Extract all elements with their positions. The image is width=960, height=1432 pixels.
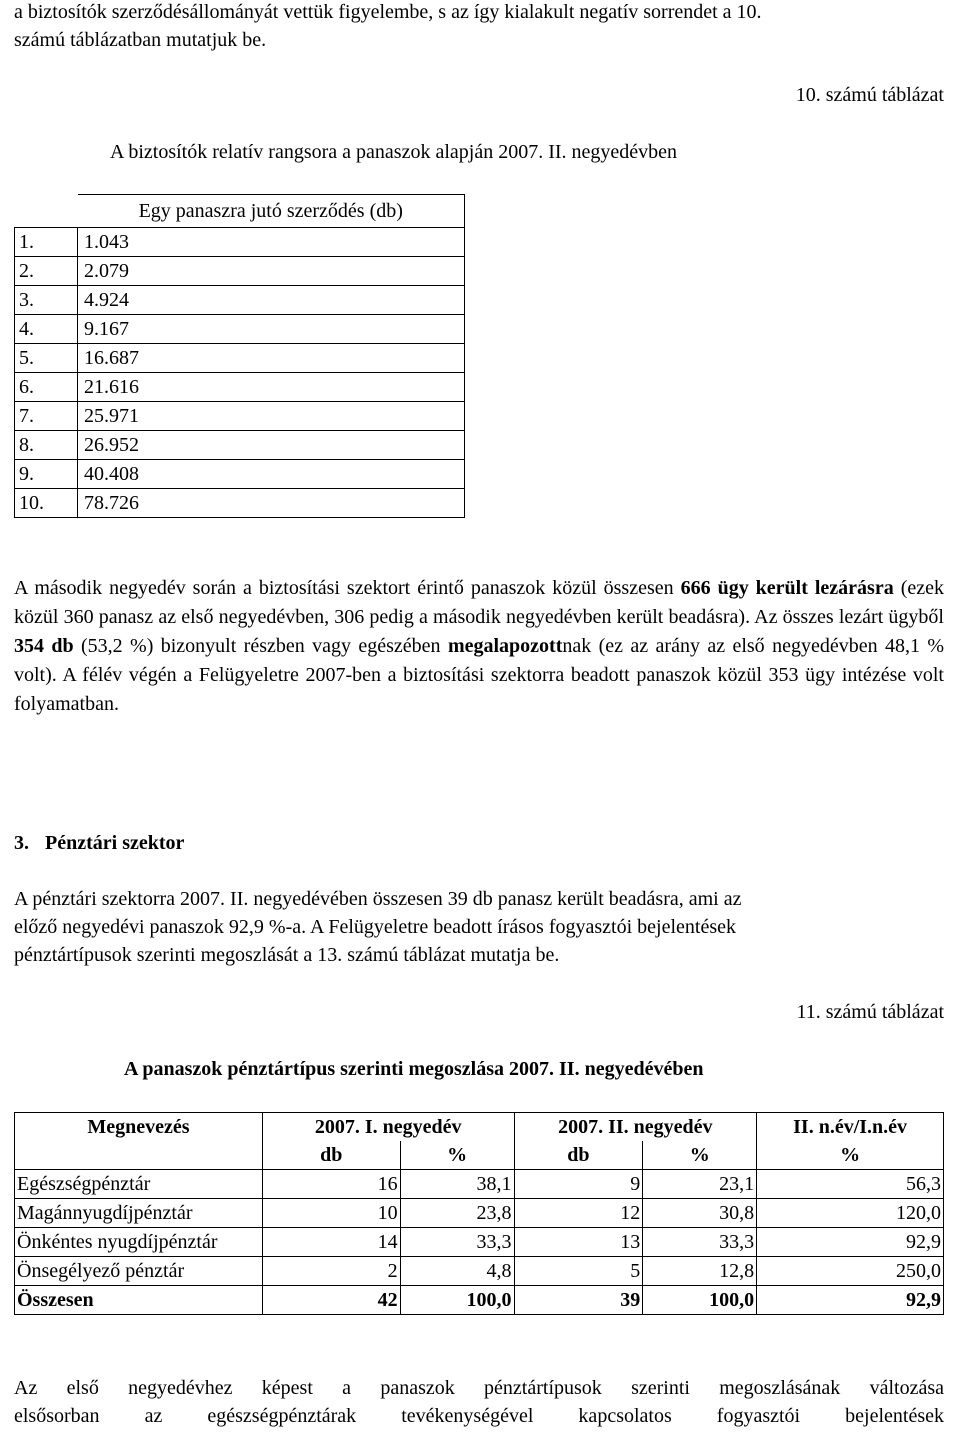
para3-line-1: Az első negyedévhez képest a panaszok pénztártípusok szerinti megoszlásának változása xyxy=(14,1377,944,1399)
section-title: Pénztári szektor xyxy=(45,832,185,854)
column-header-q1-db: db xyxy=(262,1141,400,1170)
total-name: Összesen xyxy=(15,1286,263,1315)
total-q2-db: 39 xyxy=(514,1286,643,1315)
value-cell: 78.726 xyxy=(78,489,465,518)
para1-text-2: (ezek közül 360 panasz az első negyedévben, 306 pedig a második negyedévben került beadásra). Az összes lezárt ügyből xyxy=(14,577,944,628)
table10-header-row xyxy=(15,195,465,228)
para2-line-3: pénztártípusok szerinti megoszlását a 13. számú táblázat mutatja be. xyxy=(14,944,560,966)
column-header-q2-pct: % xyxy=(643,1141,757,1170)
table10 xyxy=(14,194,465,518)
table-total-row xyxy=(15,1286,944,1315)
row-name: Önkéntes nyugdíjpénztár xyxy=(15,1228,263,1257)
cell-ratio: 92,9 xyxy=(757,1228,944,1257)
table-row xyxy=(15,286,465,315)
table10-title: A biztosítók relatív rangsora a panaszok alapján 2007. II. negyedévben xyxy=(110,141,678,163)
rank-cell: 5. xyxy=(15,344,78,373)
rank-cell: 2. xyxy=(15,257,78,286)
intro-line-2: számú táblázatban mutatjuk be. xyxy=(14,29,267,51)
section-number: 3. xyxy=(14,832,29,854)
table-row xyxy=(15,1257,944,1286)
cell-ratio: 56,3 xyxy=(757,1170,944,1199)
table-row xyxy=(15,1228,944,1257)
rank-cell: 7. xyxy=(15,402,78,431)
table-row xyxy=(15,431,465,460)
para1-bold-3: megalapozott xyxy=(447,635,563,657)
para1-bold-1: 666 ügy került lezárásra xyxy=(680,577,894,599)
table-row xyxy=(15,460,465,489)
total-q2-pct: 100,0 xyxy=(643,1286,757,1315)
row-name: Önsegélyező pénztár xyxy=(15,1257,263,1286)
table-row xyxy=(15,402,465,431)
cell-q1-pct: 33,3 xyxy=(400,1228,514,1257)
rank-cell: 1. xyxy=(15,228,78,257)
table10-column-header: Egy panaszra jutó szerződés (db) xyxy=(78,195,465,228)
cell-q2-db: 12 xyxy=(514,1199,643,1228)
column-header-name: Megnevezés xyxy=(15,1113,263,1170)
table-row xyxy=(15,373,465,402)
biztositasi-paragraph xyxy=(14,574,944,719)
cell-ratio: 250,0 xyxy=(757,1257,944,1286)
cell-q1-db: 2 xyxy=(262,1257,400,1286)
table10-label: 10. számú táblázat xyxy=(795,84,944,106)
cell-q2-db: 5 xyxy=(514,1257,643,1286)
column-header-q1: 2007. I. negyedév xyxy=(262,1113,514,1142)
cell-q2-pct: 33,3 xyxy=(643,1228,757,1257)
para3-line-2: elsősorban az egészségpénztárak tevékenységével kapcsolatos fogyasztói bejelentések xyxy=(14,1405,944,1427)
rank-cell: 9. xyxy=(15,460,78,489)
cell-q2-pct: 30,8 xyxy=(643,1199,757,1228)
value-cell: 26.952 xyxy=(78,431,465,460)
table11-label: 11. számú táblázat xyxy=(796,1001,944,1023)
table-row xyxy=(15,257,465,286)
para2-line-2: előző negyedévi panaszok 92,9 %-a. A Felügyeletre beadott írásos fogyasztói bejelentések xyxy=(14,916,736,938)
total-q1-db: 42 xyxy=(262,1286,400,1315)
para1-text-1: A második negyedév során a biztosítási szektort érintő panaszok közül összesen xyxy=(14,577,681,599)
value-cell: 1.043 xyxy=(78,228,465,257)
column-header-q1-pct: % xyxy=(400,1141,514,1170)
table-row xyxy=(15,1199,944,1228)
para1-bold-2: 354 db xyxy=(14,635,74,657)
cell-q2-db: 13 xyxy=(514,1228,643,1257)
value-cell: 25.971 xyxy=(78,402,465,431)
table11-title: A panaszok pénztártípus szerinti megoszlása 2007. II. negyedévében xyxy=(124,1058,704,1080)
para1-text-3: (53,2 %) bizonyult részben vagy egészében xyxy=(73,635,448,657)
value-cell: 9.167 xyxy=(78,315,465,344)
value-cell: 40.408 xyxy=(78,460,465,489)
cell-q1-pct: 4,8 xyxy=(400,1257,514,1286)
cell-q2-pct: 12,8 xyxy=(643,1257,757,1286)
value-cell: 21.616 xyxy=(78,373,465,402)
rank-cell: 3. xyxy=(15,286,78,315)
value-cell: 2.079 xyxy=(78,257,465,286)
rank-cell: 4. xyxy=(15,315,78,344)
table-row xyxy=(15,315,465,344)
para2-line-1: A pénztári szektorra 2007. II. negyedévében összesen 39 db panasz került beadásra, ami az xyxy=(14,888,742,910)
para1-text-4: nak (ez az arány az első negyedévben 48,1 % volt). A félév végén a Felügyeletre 2007-ben a biztosítási szektorra beadott panaszok közül 353 ügy intézése volt folyamatban. xyxy=(14,635,944,715)
cell-q1-pct: 23,8 xyxy=(400,1199,514,1228)
intro-line-1: a biztosítók szerződésállományát vettük figyelembe, s az így kialakult negatív sorrendet a 10. xyxy=(14,1,762,23)
cell-q1-db: 10 xyxy=(262,1199,400,1228)
table11-header-row-1 xyxy=(15,1113,944,1142)
table-row xyxy=(15,1170,944,1199)
table-row xyxy=(15,228,465,257)
rank-cell: 10. xyxy=(15,489,78,518)
total-ratio: 92,9 xyxy=(757,1286,944,1315)
table-row xyxy=(15,489,465,518)
value-cell: 4.924 xyxy=(78,286,465,315)
column-header-ratio: II. n.év/I.n.év xyxy=(757,1113,944,1142)
column-header-q2: 2007. II. negyedév xyxy=(514,1113,757,1142)
cell-ratio: 120,0 xyxy=(757,1199,944,1228)
column-header-q2-db: db xyxy=(514,1141,643,1170)
table11 xyxy=(14,1112,944,1315)
cell-q2-pct: 23,1 xyxy=(643,1170,757,1199)
cell-q1-db: 16 xyxy=(262,1170,400,1199)
table-row xyxy=(15,344,465,373)
cell-q2-db: 9 xyxy=(514,1170,643,1199)
column-header-ratio-pct: % xyxy=(757,1141,944,1170)
rank-cell: 8. xyxy=(15,431,78,460)
row-name: Magánnyugdíjpénztár xyxy=(15,1199,263,1228)
cell-q1-pct: 38,1 xyxy=(400,1170,514,1199)
cell-q1-db: 14 xyxy=(262,1228,400,1257)
section-heading xyxy=(14,829,184,858)
value-cell: 16.687 xyxy=(78,344,465,373)
rank-cell: 6. xyxy=(15,373,78,402)
row-name: Egészségpénztár xyxy=(15,1170,263,1199)
table10-header-empty xyxy=(15,195,78,228)
total-q1-pct: 100,0 xyxy=(400,1286,514,1315)
